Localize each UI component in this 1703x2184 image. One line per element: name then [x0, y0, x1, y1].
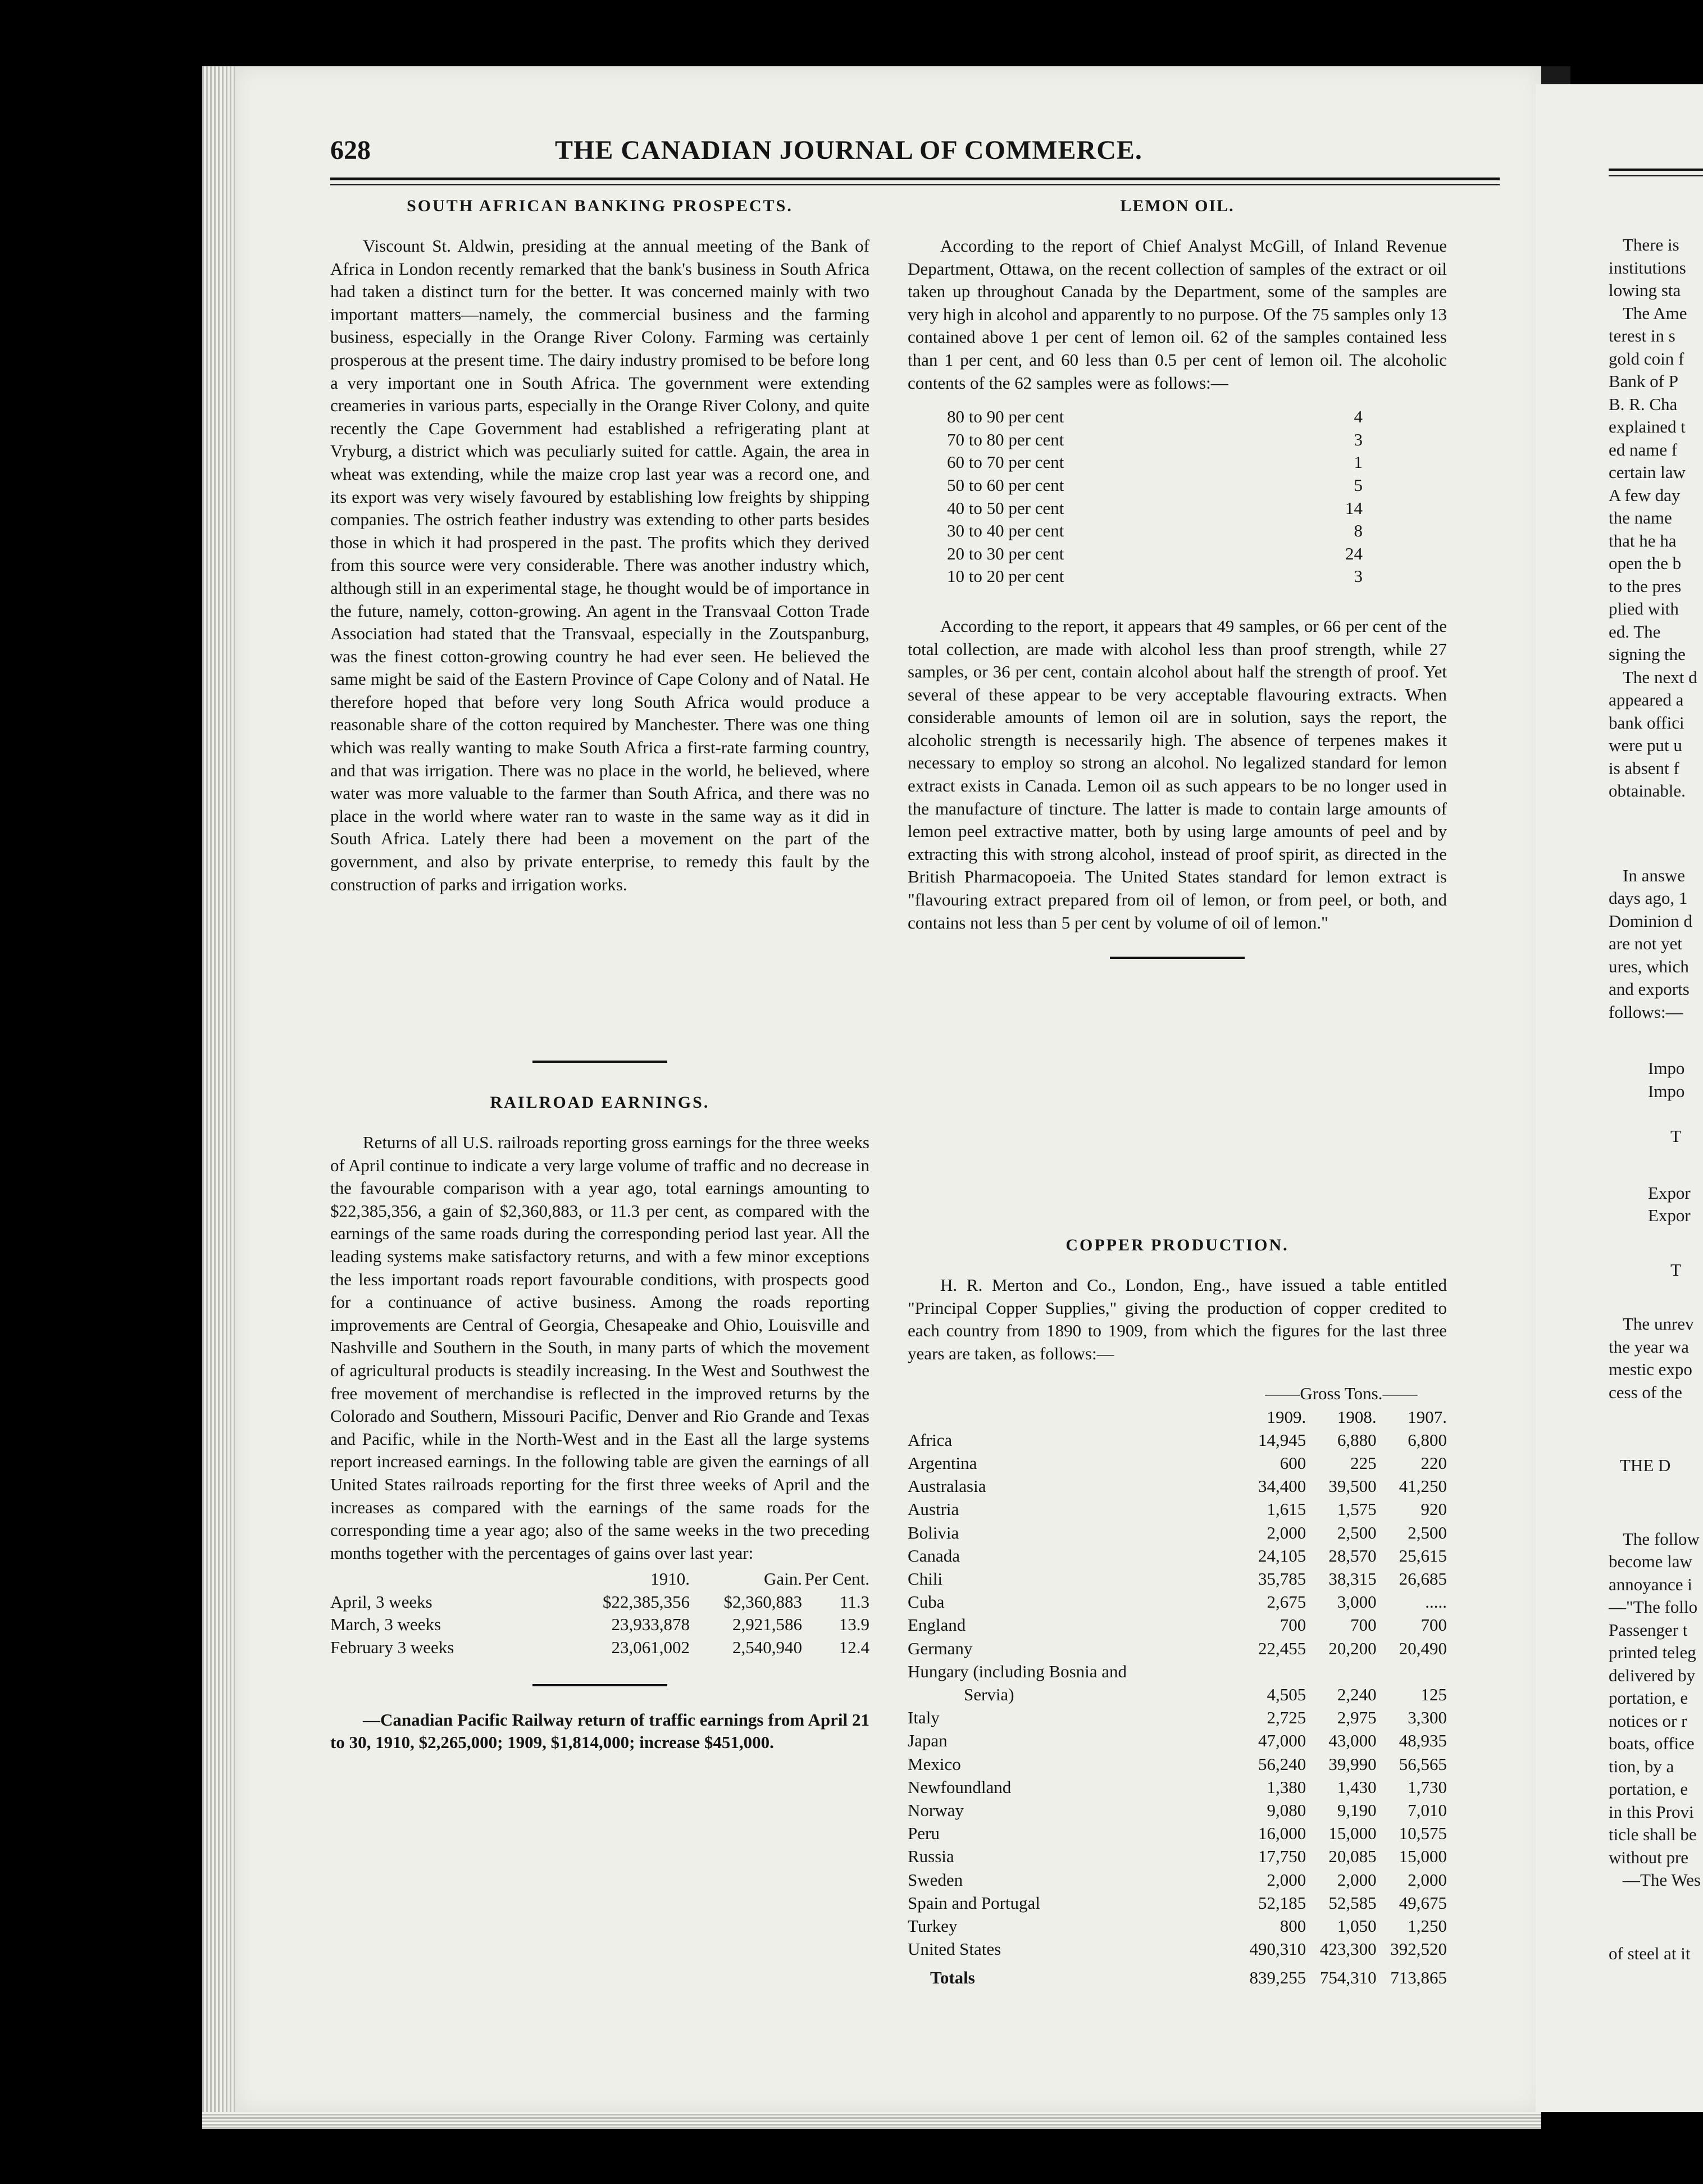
- value-1909: 800: [1279, 1916, 1306, 1936]
- text-fragment: in this Provi: [1609, 1801, 1694, 1822]
- value-1909: 24,105: [1258, 1545, 1306, 1566]
- sample-count: 24: [1345, 543, 1363, 563]
- table-row: [908, 1452, 1447, 1475]
- section-separator: [330, 1061, 869, 1063]
- text-fragment: signing the: [1609, 644, 1686, 664]
- page-edge-left: [202, 66, 235, 2112]
- table-row: [947, 451, 1363, 474]
- value-1907: .....: [1425, 1592, 1447, 1612]
- table-row: [908, 1521, 1447, 1544]
- table-header: Gain.: [763, 1569, 802, 1589]
- table-group-header-row: [908, 1382, 1447, 1405]
- text-fragment: portation, e: [1609, 1688, 1688, 1708]
- value-1909: 4,505: [1267, 1685, 1306, 1705]
- article-south-african-banking: [330, 197, 869, 896]
- value-1909: 1,380: [1267, 1777, 1306, 1797]
- value-1909: 17,750: [1258, 1846, 1306, 1867]
- value-1907: [1377, 1660, 1447, 1683]
- table-row: [947, 406, 1363, 429]
- journal-title: THE CANADIAN JOURNAL OF COMMERCE.: [555, 135, 1142, 165]
- range-label: 80 to 90 per cent: [947, 407, 1064, 427]
- text-fragment: T: [1670, 1259, 1681, 1280]
- table-row: [330, 1613, 869, 1636]
- table-row: [947, 429, 1363, 452]
- sample-count: 4: [1354, 407, 1363, 427]
- article-body: According to the report, it appears that 49 samples, or 66 per cent of the total collection, are made with alcohol less than proof strength, while 27 samples, or 36 per cent, contain alcohol about half the strength of proof. Yet several of these appear to be very acceptable flavouring extracts. When considerable amounts of lemon oil are in solution, says the report, the alcoholic strength is necessarily high. The absence of terpenes makes it necessary to employ so strong an alcohol. No legalized standard for lemon extract exists in Canada. Lemon oil as such appears to be no longer used in the manufacture of tincture. The latter is made to contain large amounts of lemon peel extractive matter, both by using large amounts of peel and by extracting this with strong alcohol, instead of proof spirit, as directed in the British Pharmacopoeia. The United States standard for lemon extract is "flavouring extract prepared from oil of lemon, or from peel, or both, and contains not less than 5 per cent by volume of oil of lemon.": [908, 616, 1447, 932]
- table-row: [908, 1937, 1447, 1960]
- table-row: [908, 1729, 1447, 1752]
- value-1907: 7,010: [1408, 1800, 1447, 1821]
- country: Hungary (including Bosnia and: [908, 1661, 1127, 1681]
- value-1909: 2,725: [1267, 1708, 1306, 1728]
- value-1907: 1,250: [1408, 1916, 1447, 1936]
- article-lemon-oil: [908, 197, 1447, 959]
- article-title: COPPER PRODUCTION.: [1065, 1236, 1289, 1254]
- article-title: RAILROAD EARNINGS.: [490, 1093, 710, 1112]
- text-fragment: Bank of P: [1609, 371, 1678, 391]
- totals-label: Totals: [930, 1968, 975, 1988]
- text-fragment: the year wa: [1609, 1336, 1689, 1357]
- value-1907: 392,520: [1390, 1939, 1447, 1959]
- year-header: 1907.: [1408, 1407, 1447, 1427]
- range-label: 40 to 50 per cent: [947, 498, 1064, 518]
- article-body: Viscount St. Aldwin, presiding at the annual meeting of the Bank of Africa in London recently remarked that the bank's business in South Africa had taken a distinct turn for the better. It was concerned mainly with two important matters—namely, the commercial business and the farming business, especially in the Orange River Colony. Farming was certainly prosperous at the present time. The dairy industry promised to be before long a very important one in South Africa. The government were extending creameries in various parts, especially in the Orange River Colony, and quite recently the Cape Government had established a refrigerating plant at Vryburg, a district which was peculiarly suited for cattle. Again, the area in wheat was extending, while the maize crop last year was a record one, and its export was very wisely favoured by establishing low freights by shipping companies. The ostrich feather industry was extending to other parts besides those in which it had prospered in the past. The profits which they derived from this source were very considerable. There was another industry which, although still in an experimental stage, he thought would be of importance in the future, namely, cotton-growing. An agent in the Transvaal Cotton Trade Association had stated that the Transvaal, especially in the Zoutspanburg, was the finest cotton-growing country he had ever seen. He believed the same might be said of the Eastern Province of Cape Colony and of Natal. He therefore hoped that before very long South Africa would produce a reasonable share of the cotton required by Manchester. There was one thing which was really wanting to make South Africa a first-rate farming country, and that was irrigation. There was no place in the world, he believed, where water was more valuable to the farmer than South Africa, and there was no place in the world where water ran to waste in the same way as it did in South Africa. Lately there had been a movement on the part of the government, and also by private enterprise, to remedy this fault by the construction of parks and irrigation works.: [330, 236, 869, 894]
- text-fragment: the name: [1609, 508, 1672, 527]
- value-1907: 49,675: [1399, 1892, 1447, 1913]
- table-row: [908, 1683, 1447, 1706]
- value-1907: 220: [1420, 1453, 1447, 1473]
- table-row: [908, 1428, 1447, 1452]
- value-1907: 25,615: [1399, 1545, 1447, 1566]
- text-fragment: tion, by a: [1609, 1756, 1674, 1776]
- value-1908: 1,575: [1337, 1499, 1377, 1519]
- table-row: [908, 1799, 1447, 1822]
- value-1909: 16,000: [1258, 1823, 1306, 1844]
- text-fragment: THE D: [1620, 1455, 1671, 1475]
- country: Russia: [908, 1846, 954, 1867]
- journal-page: [235, 66, 1541, 2112]
- article-body: H. R. Merton and Co., London, Eng., have issued a table entitled "Principal Copper Supplies," giving the production of copper credited to each country from 1890 to 1909, from which the figures for the last three years are taken, as follows:—: [908, 1275, 1447, 1363]
- value-1909: 47,000: [1258, 1731, 1306, 1751]
- page-header: [330, 135, 1487, 174]
- value-1908: 9,190: [1337, 1800, 1377, 1821]
- header-rule: [1609, 169, 1703, 171]
- table-row: [908, 1868, 1447, 1891]
- value-1907: 48,935: [1399, 1731, 1447, 1751]
- value-percent: 11.3: [839, 1591, 869, 1612]
- text-fragment: ed. The: [1609, 621, 1661, 641]
- table-row: [908, 1891, 1447, 1914]
- text-fragment: —The Wes: [1623, 1870, 1701, 1890]
- value-1907: 26,685: [1399, 1569, 1447, 1589]
- article-body: Returns of all U.S. railroads reporting gross earnings for the three weeks of April continue to indicate a very large volume of traffic and no decrease in the favourable comparison with a year ago, total earnings amounting to $22,385,356, a gain of $2,360,883, or 11.3 per cent, as compared with the earnings of the same roads during the corresponding period last year. All the leading systems make satisfactory returns, and with a few minor exceptions the less important roads report favourable conditions, with prospects good for a continuance of active business. Among the roads reporting improvements are Central of Georgia, Chesapeake and Ohio, Louisville and Nashville and Southern in the South, in many parts of which the movement of agricultural products is steadily increasing. In the West and Southwest the free movement of merchandise is reflected in the improved returns by the Colorado and Southern, Missouri Pacific, Denver and Rio Grande and Texas and Pacific, while in the North-West and in the East all the large systems report increased earnings. In the following table are given the earnings of all United States railroads reporting for the first three weeks of April and the increases as compared with the earnings of the same roads for the corresponding time a year ago; also of the same weeks in the two preceding months together with the percentages of gains over last year:: [330, 1132, 869, 1563]
- value-1908: 6,880: [1337, 1430, 1377, 1450]
- table-row: [947, 497, 1363, 520]
- table-row: [908, 1498, 1447, 1521]
- value-percent: 13.9: [839, 1614, 869, 1635]
- text-fragment: open the b: [1609, 553, 1682, 573]
- table-row: [908, 1822, 1447, 1845]
- text-fragment: The next d: [1623, 667, 1697, 687]
- text-fragment: lowing sta: [1609, 280, 1681, 300]
- text-fragment: become law: [1609, 1551, 1692, 1571]
- table-row: [947, 474, 1363, 497]
- text-fragment: The unrev: [1623, 1314, 1694, 1334]
- text-fragment: mestic expo: [1609, 1359, 1692, 1379]
- row-label: April, 3 weeks: [330, 1591, 432, 1612]
- sample-count: 3: [1354, 429, 1363, 449]
- text-fragment: ed name f: [1609, 439, 1678, 459]
- text-fragment: and exports: [1609, 979, 1690, 999]
- value-1907: 700: [1420, 1615, 1447, 1635]
- text-fragment: A few day: [1609, 485, 1681, 505]
- text-fragment: Dominion d: [1609, 911, 1692, 931]
- table-row: [330, 1636, 869, 1659]
- value-1910: 23,061,002: [611, 1637, 690, 1658]
- text-fragment: printed teleg: [1609, 1642, 1696, 1662]
- table-row: [908, 1706, 1447, 1729]
- adjacent-page-fragment: [1536, 84, 1703, 2112]
- value-1907: 125: [1420, 1685, 1447, 1705]
- value-1908: 39,990: [1328, 1754, 1377, 1774]
- value-1908: 2,000: [1337, 1869, 1377, 1890]
- country: Turkey: [908, 1916, 958, 1936]
- value-1908: 700: [1350, 1615, 1377, 1635]
- country: Italy: [908, 1708, 940, 1728]
- value-1907: 20,490: [1399, 1638, 1447, 1658]
- country: Argentina: [908, 1453, 977, 1473]
- text-fragment: gold coin f: [1609, 348, 1684, 368]
- text-fragment: appeared a: [1609, 690, 1684, 709]
- text-fragment: bank offici: [1609, 712, 1684, 732]
- railroad-earnings-table: [330, 1568, 869, 1659]
- value-1909: 2,675: [1267, 1592, 1306, 1612]
- text-fragment: without pre: [1609, 1847, 1689, 1867]
- range-label: 60 to 70 per cent: [947, 452, 1064, 472]
- text-fragment: of steel at it: [1609, 1943, 1691, 1963]
- value-1909: 22,455: [1258, 1638, 1306, 1658]
- sample-count: 5: [1354, 475, 1363, 495]
- country: Germany: [908, 1638, 973, 1658]
- gross-tons-header: ——Gross Tons.——: [1265, 1384, 1418, 1404]
- table-header-row: [908, 1405, 1447, 1428]
- table-row: [908, 1567, 1447, 1590]
- table-row: [947, 520, 1363, 543]
- page-edge-bottom: [202, 2112, 1541, 2129]
- header-rule-thin: [330, 184, 1500, 185]
- article-body: According to the report of Chief Analyst McGill, of Inland Revenue Department, Ottawa, on the recent collection of samples of the extract or oil taken up throughout Canada by the Department, some of the samples are very high in alcohol and apparently to no purpose. Of the 75 samples only 13 contained above 1 per cent of lemon oil. 62 of the samples contained less than 1 per cent, and 60 less than 0.5 per cent of lemon oil. The alcoholic contents of the 62 samples were as follows:—: [908, 236, 1447, 393]
- text-fragment: In answe: [1623, 865, 1686, 885]
- value-1908: 28,570: [1328, 1545, 1377, 1566]
- sample-count: 14: [1345, 498, 1363, 518]
- value-1907: 920: [1420, 1499, 1447, 1519]
- value-1907: 2,500: [1408, 1522, 1447, 1543]
- table-row: [908, 1660, 1447, 1683]
- value-1908: 2,500: [1337, 1522, 1377, 1543]
- table-row: [947, 543, 1363, 566]
- country: Chili: [908, 1569, 943, 1589]
- sample-count: 8: [1354, 521, 1363, 541]
- year-header: 1908.: [1337, 1407, 1377, 1427]
- value-1909: 52,185: [1258, 1892, 1306, 1913]
- article-railroad-earnings: [330, 1093, 869, 1754]
- totals-row: [908, 1960, 1447, 1989]
- country: Austria: [908, 1499, 959, 1519]
- country: Peru: [908, 1823, 940, 1844]
- section-separator: [1110, 957, 1245, 959]
- table-header: Per Cent.: [804, 1569, 869, 1589]
- table-row: [908, 1613, 1447, 1636]
- year-header: 1909.: [1267, 1407, 1306, 1427]
- text-fragment: were put u: [1609, 735, 1682, 755]
- value-1908: 20,085: [1328, 1846, 1377, 1867]
- value-gain: 2,540,940: [732, 1637, 802, 1658]
- value-1907: 56,565: [1399, 1754, 1447, 1774]
- text-fragment: notices or r: [1609, 1710, 1687, 1731]
- country: Japan: [908, 1731, 948, 1751]
- text-fragment: Expor: [1648, 1182, 1691, 1203]
- range-label: 10 to 20 per cent: [947, 566, 1064, 586]
- text-fragment: T: [1670, 1126, 1681, 1146]
- value-1908: 1,430: [1337, 1777, 1377, 1797]
- value-1908: 225: [1350, 1453, 1377, 1473]
- text-fragment: Impo: [1648, 1058, 1685, 1078]
- country: Norway: [908, 1800, 964, 1821]
- table-row: [908, 1544, 1447, 1567]
- text-fragment: —"The follo: [1609, 1597, 1698, 1617]
- table-row: [908, 1590, 1447, 1613]
- table-row: [908, 1914, 1447, 1937]
- range-label: 20 to 30 per cent: [947, 543, 1064, 563]
- value-1908: 15,000: [1328, 1823, 1377, 1844]
- text-fragment: plied with: [1609, 599, 1679, 618]
- value-1907: 2,000: [1408, 1869, 1447, 1890]
- value-gain: $2,360,883: [723, 1591, 802, 1612]
- table-header-row: [330, 1568, 869, 1591]
- value-1908: 2,240: [1337, 1685, 1377, 1705]
- text-fragment: B. R. Cha: [1609, 394, 1678, 414]
- article-copper-production: [908, 1236, 1447, 1990]
- text-fragment: are not yet: [1609, 934, 1682, 953]
- value-1907: 10,575: [1399, 1823, 1447, 1844]
- value-1908: 3,000: [1337, 1592, 1377, 1612]
- country: Newfoundland: [908, 1777, 1012, 1797]
- value-1907: 41,250: [1399, 1476, 1447, 1496]
- range-label: 30 to 40 per cent: [947, 521, 1064, 541]
- sample-count: 1: [1354, 452, 1363, 472]
- text-fragment: cess of the: [1609, 1382, 1682, 1402]
- country: England: [908, 1615, 966, 1635]
- country: Sweden: [908, 1869, 963, 1890]
- value-1908: 20,200: [1328, 1638, 1377, 1658]
- value-1909: 34,400: [1258, 1476, 1306, 1496]
- value-1908: 423,300: [1319, 1939, 1377, 1959]
- value-1910: 23,933,878: [611, 1614, 690, 1635]
- value-1909: 2,000: [1267, 1522, 1306, 1543]
- text-fragment: delivered by: [1609, 1665, 1696, 1685]
- country: Mexico: [908, 1754, 961, 1774]
- range-label: 50 to 60 per cent: [947, 475, 1064, 495]
- text-fragment: Impo: [1648, 1081, 1685, 1101]
- value-1908: [1306, 1660, 1376, 1683]
- value-1908: 39,500: [1328, 1476, 1377, 1496]
- text-fragment: Expor: [1648, 1205, 1691, 1225]
- text-fragment: portation, e: [1609, 1779, 1688, 1799]
- value-1908: 2,975: [1337, 1708, 1377, 1728]
- text-fragment: The Ame: [1623, 303, 1687, 323]
- country: United States: [908, 1939, 1001, 1959]
- value-1909: 490,310: [1249, 1939, 1306, 1959]
- country: Canada: [908, 1545, 960, 1566]
- text-fragment: annoyance i: [1609, 1574, 1692, 1594]
- text-fragment: to the pres: [1609, 576, 1682, 596]
- range-label: 70 to 80 per cent: [947, 429, 1064, 449]
- table-row: [908, 1637, 1447, 1660]
- value-1909: 14,945: [1258, 1430, 1306, 1450]
- value-1909: [1236, 1660, 1306, 1683]
- value-1909: 600: [1279, 1453, 1306, 1473]
- country: Africa: [908, 1430, 953, 1450]
- value-1907: 15,000: [1399, 1846, 1447, 1867]
- text-fragment: There is: [1623, 235, 1679, 254]
- value-gain: 2,921,586: [732, 1614, 802, 1635]
- total-1909: 839,255: [1249, 1968, 1306, 1988]
- value-1908: 38,315: [1328, 1569, 1377, 1589]
- text-fragment: that he ha: [1609, 530, 1677, 550]
- text-fragment: ticle shall be: [1609, 1824, 1697, 1844]
- text-fragment: follows:—: [1609, 1002, 1683, 1022]
- article-title: LEMON OIL.: [1120, 197, 1235, 215]
- text-fragment: boats, office: [1609, 1733, 1695, 1753]
- text-fragment: certain law: [1609, 462, 1686, 482]
- value-1908: 52,585: [1328, 1892, 1377, 1913]
- country: Spain and Portugal: [908, 1892, 1040, 1913]
- value-1907: 6,800: [1408, 1430, 1447, 1450]
- text-fragment: institutions: [1609, 257, 1686, 277]
- value-1909: 56,240: [1258, 1754, 1306, 1774]
- section-separator: [532, 1684, 667, 1686]
- text-fragment: obtainable.: [1609, 781, 1686, 800]
- value-percent: 12.4: [839, 1637, 869, 1658]
- article-title: SOUTH AFRICAN BANKING PROSPECTS.: [407, 197, 793, 215]
- value-1907: 3,300: [1408, 1708, 1447, 1728]
- table-row: [908, 1753, 1447, 1776]
- row-label: March, 3 weeks: [330, 1614, 441, 1635]
- text-fragment: ures, which: [1609, 956, 1689, 976]
- value-1910: $22,385,356: [603, 1591, 690, 1612]
- text-fragment: Passenger t: [1609, 1619, 1688, 1640]
- text-fragment: The follow: [1623, 1528, 1700, 1549]
- value-1909: 9,080: [1267, 1800, 1306, 1821]
- table-header: 1910.: [650, 1569, 690, 1589]
- page-number: 628: [330, 135, 371, 165]
- table-header: [330, 1568, 555, 1591]
- sample-count: 3: [1354, 566, 1363, 586]
- value-1907: 1,730: [1408, 1777, 1447, 1797]
- text-fragment: terest in s: [1609, 326, 1675, 345]
- header-rule-thin: [1609, 175, 1703, 176]
- header-rule: [330, 178, 1500, 180]
- table-row: [908, 1776, 1447, 1799]
- value-1908: 1,050: [1337, 1916, 1377, 1936]
- total-1907: 713,865: [1390, 1968, 1447, 1988]
- value-1909: 2,000: [1267, 1869, 1306, 1890]
- country: Bolivia: [908, 1522, 959, 1543]
- text-fragment: is absent f: [1609, 758, 1679, 778]
- table-row: [908, 1845, 1447, 1868]
- text-fragment: explained t: [1609, 417, 1686, 436]
- country: Australasia: [908, 1476, 986, 1496]
- text-fragment: days ago, 1: [1609, 888, 1688, 908]
- table-row: [330, 1591, 869, 1614]
- copper-production-table: [908, 1382, 1447, 1989]
- country: Cuba: [908, 1592, 945, 1612]
- alcohol-content-table: [947, 406, 1363, 588]
- value-1909: 700: [1279, 1615, 1306, 1635]
- total-1908: 754,310: [1319, 1968, 1377, 1988]
- row-label: February 3 weeks: [330, 1637, 454, 1658]
- value-1909: 1,615: [1267, 1499, 1306, 1519]
- country: Servia): [964, 1685, 1014, 1705]
- cp-railway-note: —Canadian Pacific Railway return of traffic earnings from April 21 to 30, 1910, $2,265,000; 1909, $1,814,000; increase $451,000.: [330, 1709, 869, 1753]
- table-row: [908, 1475, 1447, 1498]
- value-1909: 35,785: [1258, 1569, 1306, 1589]
- value-1908: 43,000: [1328, 1731, 1377, 1751]
- table-row: [947, 565, 1363, 588]
